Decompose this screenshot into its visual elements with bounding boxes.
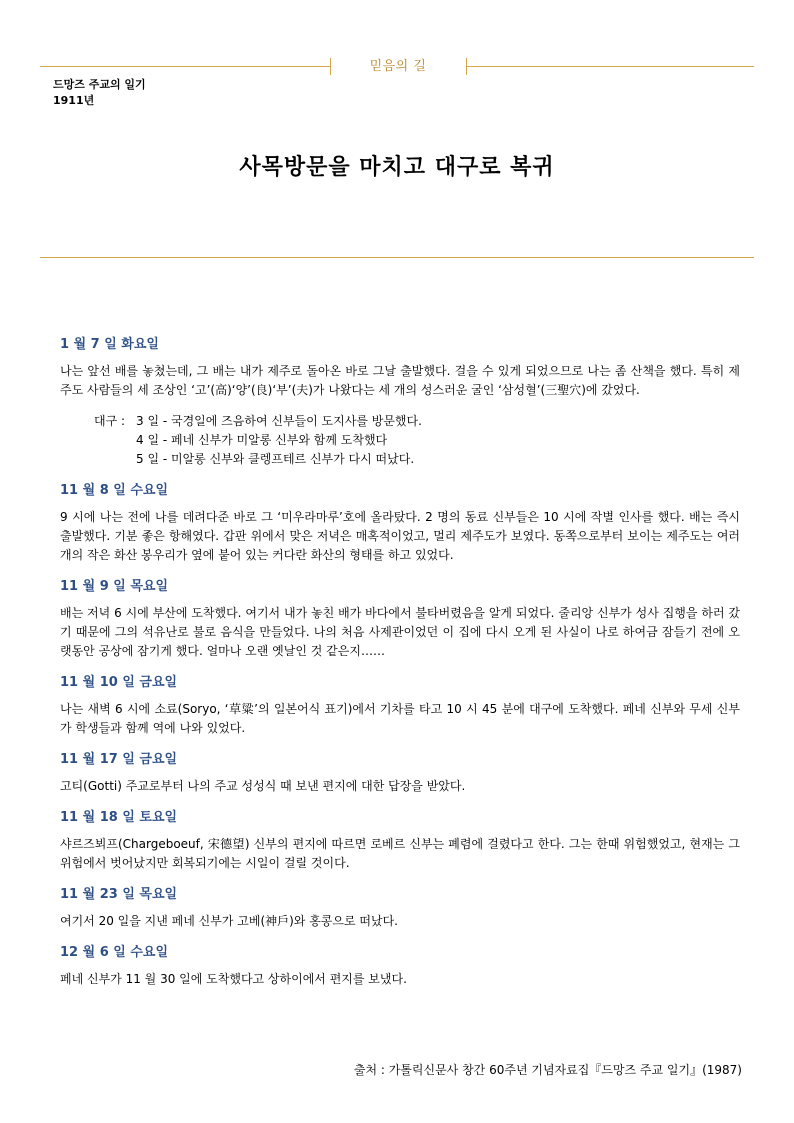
diary-entry [60, 810, 740, 873]
entry-date: 1 월 7 일 화요일 [60, 337, 159, 352]
series-name: 드망즈 주교의 일기 [53, 78, 146, 91]
header-rule-left [40, 66, 330, 67]
schedule-text: 3 일 - 국경일에 즈음하여 신부들이 도지사를 방문했다. [136, 414, 422, 428]
entry-text: 페네 신부가 11 월 30 일에 도착했다고 상하이에서 편지를 보냈다. [60, 972, 407, 986]
diary-entry [60, 945, 740, 989]
section-label: 믿음의 길 [369, 59, 427, 74]
entry-date: 11 월 9 일 목요일 [60, 579, 169, 594]
diary-entry [60, 579, 740, 661]
series-year: 1911년 [53, 94, 95, 107]
entry-text: 9 시에 나는 전에 나를 데려다준 바로 그 ‘미우라마루’호에 올라탔다. 2 명의 동료 신부들은 10 시에 작별 인사를 했다. 배는 즉시 출발했다. 기분 좋은 항해였다. 갑판 위에서 맞은 저녁은 매혹적이었고, 멀리 제주도가 보였다. 동쪽으로부터 보이는 제주도는 여러 개의 작은 화산 봉우리가 옆에 붙어 있는 커다란 화산의 형태를 하고 있었다. [60, 510, 740, 562]
diary-entry [60, 887, 740, 931]
entry-text: 나는 앞선 배를 놓쳤는데, 그 배는 내가 제주로 돌아온 바로 그날 출발했다. 걸을 수 있게 되었으므로 나는 좀 산책을 했다. 특히 제주도 사람들의 세 조상인 ‘고’(高)‘양’(良)‘부’(夫)가 나왔다는 세 개의 성스러운 굴인 ‘삼성혈’(三聖穴)에 갔었다. [60, 364, 740, 397]
entry-date: 12 월 6 일 수요일 [60, 945, 169, 960]
schedule-list [94, 412, 740, 469]
source-citation: 출처 : 가톨릭신문사 창간 60주년 기념자료집『드망즈 주교 일기』(1987) [353, 1063, 742, 1077]
entry-date: 11 월 18 일 토요일 [60, 810, 178, 825]
entry-text: 고티(Gotti) 주교로부터 나의 주교 성성식 때 보낸 편지에 대한 답장을 받았다. [60, 779, 466, 793]
diary-entry [60, 752, 740, 796]
header-rule-right [466, 66, 754, 67]
entry-text: 나는 새벽 6 시에 소료(Soryo, ‘草粱’의 일본어식 표기)에서 기차를 타고 10 시 45 분에 대구에 도착했다. 페네 신부와 무세 신부가 학생들과 함께 역에 나와 있었다. [60, 702, 740, 735]
schedule-text: 4 일 - 페네 신부가 미알롱 신부와 함께 도착했다 [136, 433, 388, 447]
schedule-text: 5 일 - 미알롱 신부와 클렝프테르 신부가 다시 떠났다. [136, 452, 415, 466]
entry-text: 배는 저녁 6 시에 부산에 도착했다. 여기서 내가 놓친 배가 바다에서 불타버렸음을 알게 되었다. 줄리앙 신부가 성사 집행을 하러 갔기 때문에 그의 석유난로 불로 음식을 만들었다. 나의 처음 사제관이었던 이 집에 다시 오게 된 사실이 나로 하여금 잠들기 전에 오랫동안 공상에 잠기게 했다. 얼마나 오랜 옛날인 것 같은지…… [60, 606, 740, 658]
entry-date: 11 월 17 일 금요일 [60, 752, 178, 767]
entry-text: 샤르즈뵈프(Chargeboeuf, 宋德望) 신부의 편지에 따르면 로베르 신부는 폐렴에 걸렸다고 한다. 그는 한때 위험했었고, 현재는 그 위험에서 벗어났지만 회복되기에는 시일이 걸릴 것이다. [60, 837, 740, 870]
schedule-item [94, 450, 740, 469]
diary-entry [60, 483, 740, 565]
entry-text: 여기서 20 일을 지낸 페네 신부가 고베(神戶)와 홍콩으로 떠났다. [60, 914, 398, 928]
entry-date: 11 월 23 일 목요일 [60, 887, 178, 902]
entry-date: 11 월 10 일 금요일 [60, 675, 178, 690]
diary-entry [60, 337, 740, 469]
diary-entry [60, 675, 740, 738]
schedule-item [94, 431, 740, 450]
title-divider [40, 257, 754, 258]
schedule-location [94, 450, 136, 469]
schedule-item [94, 412, 740, 431]
diary-content [60, 337, 740, 1003]
page-title: 사목방문을 마치고 대구로 복귀 [239, 155, 555, 180]
schedule-location: 대구 : [94, 414, 126, 428]
schedule-location [94, 431, 136, 450]
entry-date: 11 월 8 일 수요일 [60, 483, 169, 498]
